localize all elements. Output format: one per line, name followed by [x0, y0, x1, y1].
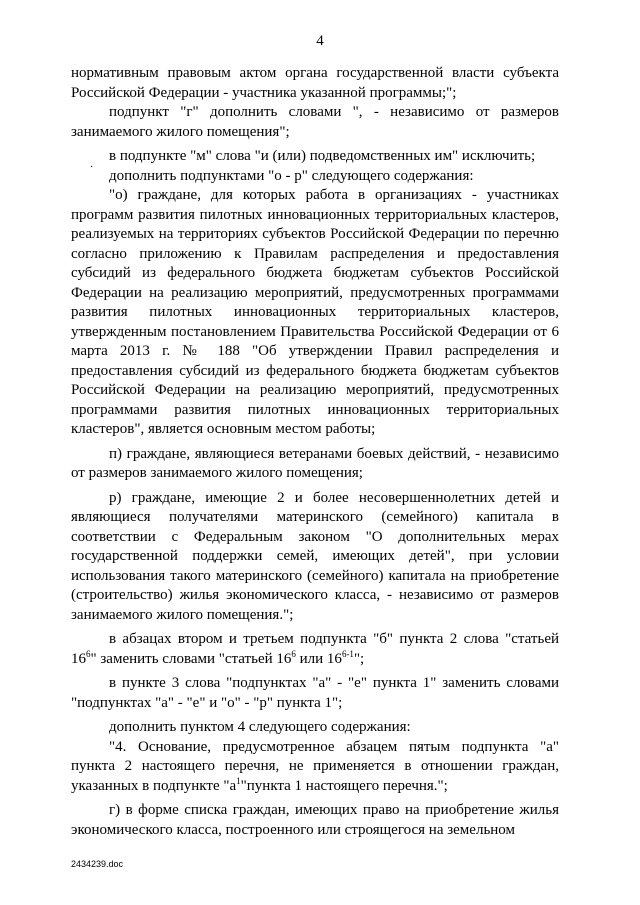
footer-doc-code: 2434239.doc [71, 859, 124, 869]
text-segment: в абзацах втором и третьем подпункта "б" пункта 2 слова "статьей 16 [71, 631, 559, 667]
superscript: 6 [291, 648, 296, 659]
paragraph-subpoint-m: в подпункте "м" слова "и (или) подведомственных им" исключить; [109, 148, 536, 164]
paragraph-continuation: нормативным правовым актом органа государственной власти субъекта Российской Федерации - участника указанной программы;"; [71, 65, 559, 101]
paragraph-point-4 [71, 738, 559, 797]
text-segment: " заменить словами "статьей 16 [90, 650, 292, 667]
superscript: 1 [236, 775, 241, 786]
document-body [71, 64, 559, 840]
text-segment: "4. Основание, предусмотренное абзацем пятым подпункта "а" пункта 2 настоящего перечня, не применяется в отношении граждан, указанных в подпункте "а [71, 738, 559, 794]
paragraph-subpoint-g: подпункт "г" дополнить словами ", - независимо от размеров занимаемого жилого помещения"; [71, 104, 559, 140]
paragraph-point-3: в пункте 3 слова "подпунктах "а" - "е" пункта 1" заменить словами "подпунктах "а" - "е" и "о" - "р" пункта 1"; [71, 675, 559, 711]
paragraph-subpoint-r: р) граждане, имеющие 2 и более несовершеннолетних детей и являющиеся получателями материнского (семейного) капитала в соответствии с Федеральным законом "О дополнительных мерах государственной поддержки семей, имеющих детей", при условии использования такого материнского (семейного) капитала на приобретение (строительство) жилья экономического класса, - независимо от размеров занимаемого жилого помещения."; [71, 489, 559, 623]
superscript: 6-1 [341, 648, 354, 659]
paragraph-point-2 [71, 630, 559, 669]
bullet-mark: · [90, 162, 94, 173]
text-segment: или 16 [295, 650, 342, 667]
paragraph-subpoint-g-form: г) в форме списка граждан, имеющих право на приобретение жилья экономического класса, построенного или строящегося на земельном [71, 802, 559, 838]
text-segment: "; [353, 650, 365, 667]
superscript: 6 [86, 648, 91, 659]
paragraph-add-point-4: дополнить пунктом 4 следующего содержания: [109, 719, 411, 735]
text-segment: "пункта 1 настоящего перечня."; [240, 777, 448, 794]
paragraph-add-subpoints: дополнить подпунктами "о - р" следующего содержания: [109, 167, 474, 184]
page-number: 4 [316, 33, 324, 49]
paragraph-subpoint-p: п) граждане, являющиеся ветеранами боевых действий, - независимо от размеров занимаемого жилого помещения; [71, 445, 559, 481]
paragraph-subpoint-o: "о) граждане, для которых работа в организациях - участниках программ развития пилотных инновационных территориальных кластеров, реализуемых на территориях субъектов Российской Федерации по перечню согласно приложению к Правилам распределения и предоставления субсидий из федерального бюджета бюджетам субъектов Российской Федерации на реализацию мероприятий, предусмотренных программами развития пилотных инновационных территориальных кластеров, утвержденным постановлением Правительства Российской Федерации от 6 марта 2013 г. № 188 "Об утверждении Правил распределения и предоставления субсидий из федерального бюджета бюджетам субъектов Российской Федерации на реализацию мероприятий, предусмотренных программами развития пилотных инновационных территориальных кластеров", является основным местом работы; [71, 187, 559, 437]
